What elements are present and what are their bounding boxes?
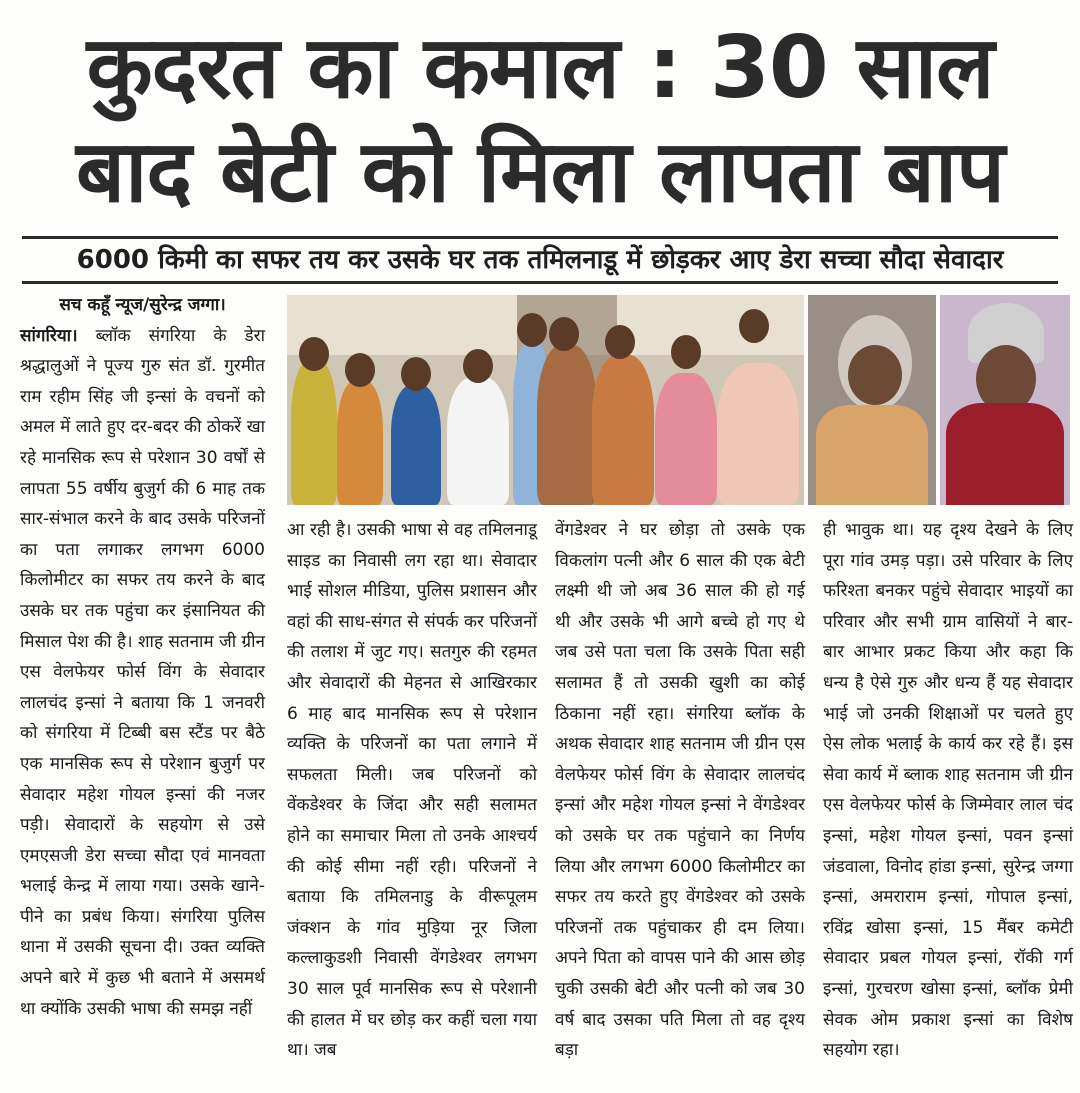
portrait-before-photo — [808, 295, 936, 505]
portrait-after-photo — [940, 295, 1070, 505]
subheadline-top-rule — [22, 236, 1058, 239]
headline-line-1: कुदरत का कमाल : 30 साल — [86, 18, 994, 118]
article-column-1 — [20, 290, 265, 1024]
column-3-text: वेंगडेश्वर ने घर छोड़ा तो उसके एक विकलांग पत्नी और 6 साल की एक बेटी लक्ष्मी थी जो अब 36 साल की हो गई थी और उसके भी आगे बच्चे हो गए थे जब उसे पता चला कि उसके पिता सही सलामत हैं तो उसकी खुशी का कोई ठिकाना नहीं रहा। संगरिया ब्लॉक के अथक सेवादार शाह सतनाम जी ग्रीन एस वेलफेयर फोर्स विंग के सेवादार लालचंद इन्सां और महेश गोयल इन्सां ने वेंगडेश्वर को उसके घर तक पहुंचाने का निर्णय लिया और लगभग 6000 किलोमीटर का सफर तय करते हुए वेंगडेश्वर को उसके परिजनों तक पहुंचाकर ही दम लिया। अपने पिता को वापस पाने की आस छोड़ चुकी उसकी बेटी और पत्नी को जब 30 वर्ष बाद उसका पति मिला तो वह दृश्य बड़ा — [555, 520, 805, 1061]
article-column-4 — [823, 515, 1073, 1066]
column-2-text: आ रही है। उसकी भाषा से वह तमिलनाडू साइड का निवासी लग रहा था। सेवादार भाई सोशल मीडिया, पुलिस प्रशासन और वहां की साध-संगत से संपर्क कर परिजनों की तलाश में जुट गए। सतगुरु की रहमत और सेवादारों की मेहनत से आखिरकार 6 माह बाद मानसिक रूप से परेशान व्यक्ति के परिजनों का पता लगाने में सफलता मिली। जब परिजनों को वेंकडेश्वर के जिंदा और सही सलामत होने का समाचार मिला तो उनके आश्चर्य की कोई सीमा नहीं रही। परिजनों ने बताया कि तमिलनाडु के वीरूपूलम जंक्शन के गांव मुड़िया नूर जिला कल्लाकुडशी निवासी वेंगडेश्वर लगभग 30 साल पूर्व मानसिक रूप से परेशानी की हालत में घर छोड़ कर कहीं चला गया था। जब — [287, 520, 537, 1061]
byline: सच कहूँ न्यूज/सुरेन्द्र जग्गा। — [59, 295, 226, 315]
group-photo — [287, 295, 804, 505]
subheadline-bottom-rule — [22, 281, 1058, 284]
article-column-2 — [287, 515, 537, 1066]
column-4-text: ही भावुक था। यह दृश्य देखने के लिए पूरा गांव उमड़ पड़ा। उसे परिवार के लिए फरिश्ता बनकर पहुंचे सेवादार भाइयों का परिवार और सभी ग्राम वासियों ने बार-बार आभार प्रकट किया और कहा कि धन्य है ऐसे गुरु और धन्य हैं यह सेवादार भाई जो उनकी शिक्षाओं पर चलते हुए ऐस लोक भलाई के कार्य कर रहे हैं। इस सेवा कार्य में ब्लाक शाह सतनाम जी ग्रीन एस वेलफेयर फोर्स के जिम्मेवार लाल चंद इन्सां, महेश गोयल इन्सां, पवन इन्सां जंडवाला, विनोद हांडा इन्सां, सुरेन्द्र जग्गा इन्सां, अमराराम इन्सां, गोपाल इन्सां, रविंद्र खोसा इन्सां, 15 मैंबर कमेटी सेवादार प्रबल गोयल इन्सां, रॉकी गर्ग इन्सां, गुरचरण खोसा इन्सां, ब्लॉक प्रेमी सेवक ओम प्रकाश इन्सां का विशेष सहयोग रहा। — [823, 520, 1073, 1061]
dateline: सांगरिया। — [20, 325, 78, 346]
article-column-3 — [555, 515, 805, 1066]
column-1-text: ब्लॉक संगरिया के डेरा श्रद्धालुओं ने पूज्य गुरु संत डॉ. गुरमीत राम रहीम सिंह जी इन्सां के वचनों को अमल में लाते हुए दर-बदर की ठोकरें खा रहे मानसिक रूप से परेशान 30 वर्षों से लापता 55 वर्षीय बुजुर्ग की 6 माह तक सार-संभाल करने के बाद उसके परिजनों का पता लगाकर लगभग 6000 किलोमीटर का सफर तय करने के बाद उसके घर तक पहुंचा कर इंसानियत की मिसाल पेश की है। शाह सतनाम जी ग्रीन एस वेलफेयर फोर्स विंग के सेवादार लालचंद इन्सां ने बताया कि 1 जनवरी को संगरिया में टिब्बी बस स्टैंड पर बैठे एक मानसिक रूप से परेशान बुजुर्ग पर सेवादार महेश गोयल इन्सां की नजर पड़ी। सेवादारों के सहयोग से उसे एमएसजी डेरा सच्चा सौदा एवं मानवता भलाई केन्द्र में लाया गया। उसके खाने-पीने का प्रबंध किया। संगरिया पुलिस थाना में उसकी सूचना दी। उक्त व्यक्ति अपने बारे में कुछ भी बताने में असमर्थ था क्योंकि उसकी भाषा की समझ नहीं — [20, 325, 265, 1019]
subheadline: 6000 किमी का सफर तय कर उसके घर तक तमिलनाडू में छोड़कर आए डेरा सच्चा सौदा सेवादार — [76, 245, 1004, 275]
headline-line-2: बाद बेटी को मिला लापता बाप — [75, 122, 1005, 222]
